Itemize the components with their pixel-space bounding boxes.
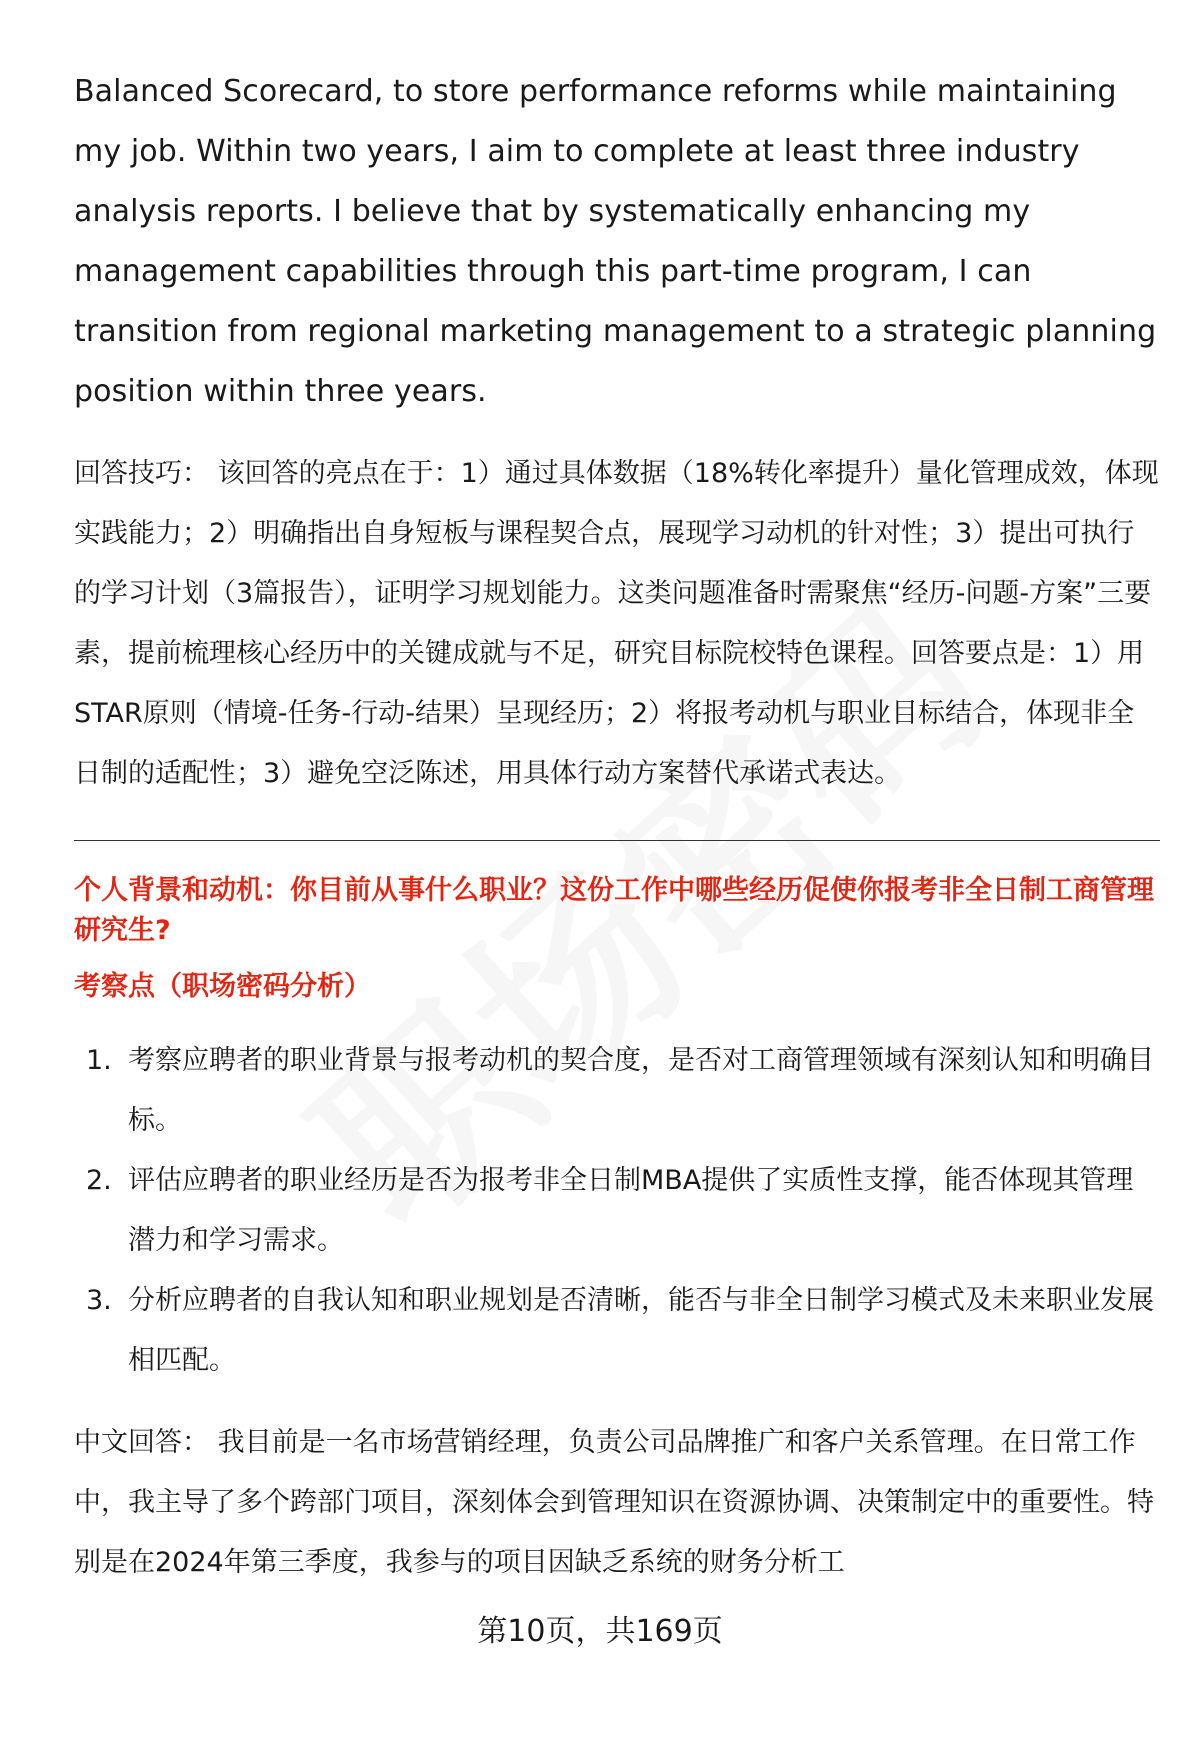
list-item-number: 2. <box>86 1165 112 1196</box>
section-divider <box>74 840 1160 841</box>
list-item-text: 分析应聘者的自我认知和职业规划是否清晰，能否与非全日制学习模式及未来职业发展相匹配。 <box>128 1285 1154 1376</box>
list-item <box>74 1271 1160 1391</box>
page-number-footer: 第10页，共169页 <box>477 1614 723 1649</box>
assessment-points-list <box>74 1031 1160 1391</box>
list-item-text: 评估应聘者的职业经历是否为报考非全日制MBA提供了实质性支撑，能否体现其管理潜力和学习需求。 <box>128 1165 1134 1256</box>
list-item <box>74 1151 1160 1271</box>
chinese-answer-paragraph: 中文回答： 我目前是一名市场营销经理，负责公司品牌推广和客户关系管理。在日常工作中，我主导了多个跨部门项目，深刻体会到管理知识在资源协调、决策制定中的重要性。特别是在2024年第三季度，我参与的项目因缺乏系统的财务分析工 <box>74 1427 1154 1578</box>
english-answer-paragraph: Balanced Scorecard, to store performance reforms while maintaining my job. Within two years, I aim to complete at least three industry analysis reports. I believe that by systematically enhancing my management capabilities through this part-time program, I can transition from regional marketing management to a strategic planning position within three years. <box>74 74 1157 409</box>
list-item-text: 考察应聘者的职业背景与报考动机的契合度，是否对工商管理领域有深刻认知和明确目标。 <box>128 1045 1154 1136</box>
assessment-points-heading: 考察点（职场密码分析） <box>74 971 371 1002</box>
answer-tips-paragraph: 回答技巧： 该回答的亮点在于：1）通过具体数据（18%转化率提升）量化管理成效，体现实践能力；2）明确指出自身短板与课程契合点，展现学习动机的针对性；3）提出可执行的学习计划（3篇报告），证明学习规划能力。这类问题准备时需聚焦“经历-问题-方案”三要素，提前梳理核心经历中的关键成就与不足，研究目标院校特色课程。回答要点是：1）用STAR原则（情境-任务-行动-结果）呈现经历；2）将报考动机与职业目标结合，体现非全日制的适配性；3）避免空泛陈述，用具体行动方案替代承诺式表达。 <box>74 458 1159 789</box>
list-item-number: 3. <box>86 1285 112 1316</box>
document-page <box>74 62 1160 1593</box>
list-item-number: 1. <box>86 1045 112 1076</box>
question-heading: 个人背景和动机：你目前从事什么职业？这份工作中哪些经历促使你报考非全日制工商管理研究生? <box>74 875 1154 946</box>
list-item <box>74 1031 1160 1151</box>
